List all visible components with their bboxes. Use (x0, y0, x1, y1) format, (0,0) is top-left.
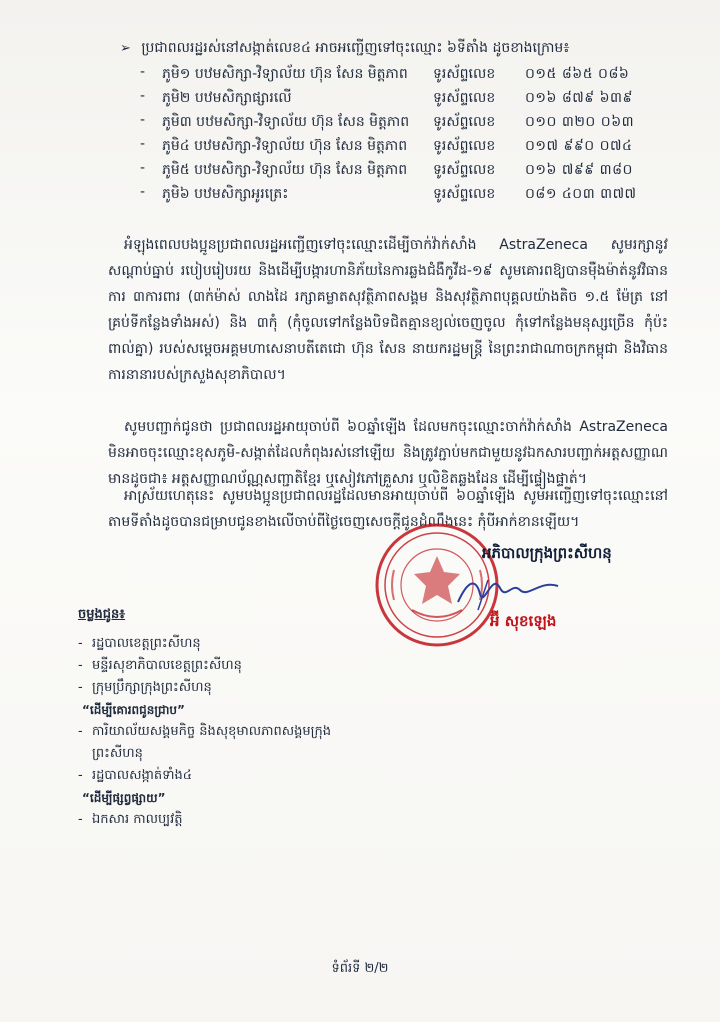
paragraph-text: អំឡុងពេលបងប្អូនប្រជាពលរដ្ឋអញ្ជើញទៅចុះឈ្មោះដើម្បីចាក់វ៉ាក់សាំង AstraZeneca សូមរក្សានូវសណ្តាប់ធ្នាប់ របៀបរៀបរយ និងដើម្បីបង្ការហានិភ័យនៃការឆ្លងជំងឺកូវីដ-១៩ សូមគោរពឱ្យបានម៉ឺងម៉ាត់នូវវិធានការ ៣ការពារ (៣ក់ម៉ាស់ លាងដៃ រក្សាគម្លាតសុវត្ថិភាពសង្គម និងសុវត្ថិភាពបុគ្គលយ៉ាងតិច ១.៥ ម៉ែត្រ នៅគ្រប់ទីកន្លែងទាំងអស់) និង ៣កុំ (កុំចូលទៅកន្លែងបិទជិតគ្មានខ្យល់ចេញចូល កុំទៅកន្លែងមនុស្សច្រើន កុំប៉ះពាល់គ្នា) របស់សម្តេចអគ្គមហាសេនាបតីតេជោ ហ៊ុន សែន នាយករដ្ឋមន្ត្រី នៃព្រះរាជាណាចក្រកម្ពុជា និងវិធានការនានារបស់ក្រសួងសុខាភិបាល។ (108, 237, 668, 383)
phone-label: ទូរស័ព្ទលេខ (433, 66, 496, 82)
recipient-text: មន្ទីរសុខាភិបាលខេត្តព្រះសីហនុ (92, 658, 242, 673)
list-dash: - (140, 112, 146, 128)
list-dash: - (140, 136, 146, 152)
list-dash: - (78, 768, 83, 783)
recipients-block (78, 606, 378, 831)
recipient-item (78, 677, 378, 699)
school-name: ភូមិ៣ បឋមសិក្សា-វិទ្យាល័យ ហ៊ុន សែន មិត្តភាព (162, 114, 410, 130)
phone-number: ០១០ ៣២០ ០៦៣ (525, 114, 635, 130)
recipients-heading: ចម្លងជូន៖ (78, 607, 125, 622)
school-name: ភូមិ៥ បឋមសិក្សា-វិទ្យាល័យ ហ៊ុន សែន មិត្តភាព (162, 162, 408, 178)
page-number: ទំព័រទី ២/២ (331, 961, 389, 976)
list-dash: - (78, 724, 83, 739)
school-row (140, 184, 680, 208)
recipient-item (78, 765, 378, 787)
recipient-item (78, 655, 378, 677)
school-row (140, 88, 680, 112)
recipient-text: រដ្ឋបាលសង្កាត់ទាំង៤ (92, 768, 192, 783)
school-name: ភូមិ៤ បឋមសិក្សា-វិទ្យាល័យ ហ៊ុន សែន មិត្តភាព (162, 138, 408, 154)
school-row (140, 64, 680, 88)
phone-number: ០១៥ ៨៦៥ ០៨៦ (525, 66, 630, 82)
school-name: ភូមិ៦ បឋមសិក្សាអូរត្រេះ (162, 186, 289, 202)
list-dash: - (140, 64, 146, 80)
school-row (140, 160, 680, 184)
list-dash: - (140, 184, 146, 200)
paragraph-registration-notice (108, 414, 668, 492)
list-dash: - (78, 658, 83, 673)
recipient-text: ការិយាល័យសង្គមកិច្ច និងសុខុមាលភាពសង្គមក្រុងព្រះសីហនុ (92, 724, 332, 761)
school-list (140, 64, 680, 208)
paragraph-text: សូមបញ្ជាក់ជូនថា ប្រជាពលរដ្ឋអាយុចាប់ពី ៦០ឆ្នាំឡើង ដែលមកចុះឈ្មោះចាក់វ៉ាក់សាំង AstraZeneca មិនអាចចុះឈ្មោះខុសភូមិ-សង្កាត់ដែលកំពុងរស់នៅឡើយ និងត្រូវភ្ជាប់មកជាមួយនូវឯកសារបញ្ជាក់អត្តសញ្ញាណ មានដូចជា៖ អត្តសញ្ញាណប័ណ្ណសញ្ជាតិខ្មែរ ឬសៀវភៅគ្រួសារ ឬលិខិតឆ្លងដែន ដើម្បីផ្ទៀងផ្ទាត់។ (108, 419, 668, 487)
school-row (140, 136, 680, 160)
recipient-item (78, 633, 378, 655)
list-dash: - (78, 636, 83, 651)
recipient-text: ឯកសារ កាលប្បវត្តិ (92, 812, 183, 827)
list-dash: - (78, 812, 83, 827)
paragraph-safety-measures (108, 232, 668, 388)
school-name: ភូមិ២ បឋមសិក្សាផ្សារលើ (162, 90, 292, 106)
recipient-text: ក្រុមប្រឹក្សាក្រុងព្រះសីហនុ (92, 680, 212, 695)
signatory-title: អភិបាលក្រុងព្រះសីហនុ (482, 544, 612, 562)
phone-label: ទូរស័ព្ទលេខ (433, 186, 496, 202)
handwritten-signature-icon (448, 560, 568, 620)
phone-label: ទូរស័ព្ទលេខ (433, 138, 496, 154)
recipient-item (78, 721, 378, 765)
phone-number: ០១៦ ៨៧៩ ៦៣៩ (525, 90, 633, 106)
intro-text: ប្រជាពលរដ្ឋរស់នៅសង្កាត់លេខ៤ អាចអញ្ជើញទៅចុះឈ្មោះ ៦ទីតាំង ដូចខាងក្រោម៖ (141, 40, 570, 56)
phone-number: ០១៦ ៧៩៩ ៣៨០ (525, 162, 633, 178)
phone-label: ទូរស័ព្ទលេខ (433, 90, 496, 106)
school-name: ភូមិ១ បឋមសិក្សា-វិទ្យាល័យ ហ៊ុន សែន មិត្តភាព (162, 66, 408, 82)
list-dash: - (140, 160, 146, 176)
phone-number: ០១៧ ៩៩០ ០៧៤ (525, 138, 633, 154)
intro-line (120, 38, 569, 59)
recipient-note: “ដើម្បីផ្សព្វផ្សាយ” (82, 791, 166, 805)
recipient-item (78, 809, 378, 831)
arrow-bullet-icon: ➢ (120, 41, 131, 56)
recipient-text: រដ្ឋបាលខេត្តព្រះសីហនុ (92, 636, 201, 651)
school-row (140, 112, 680, 136)
phone-number: ០៨១ ៤០៣ ៣៧៧ (525, 186, 637, 202)
signatory-name: អ៊ី សុខឡេង (490, 612, 557, 630)
paragraph-text: អាស្រ័យហេតុនេះ សូមបងប្អូនប្រជាពលរដ្ឋដែលមានអាយុចាប់ពី ៦០ឆ្នាំឡើង សូមអញ្ជើញទៅចុះឈ្មោះនៅតាមទីតាំងដូចបានជម្រាបជូនខាងលើចាប់ពីថ្ងៃចេញសេចក្តីជូនដំណឹងនេះ កុំបីអាក់ខានឡើយ។ (108, 488, 668, 530)
recipient-note: “ដើម្បីគោរពជូនជ្រាប” (82, 703, 185, 717)
list-dash: - (140, 88, 146, 104)
phone-label: ទូរស័ព្ទលេខ (433, 114, 496, 130)
phone-label: ទូរស័ព្ទលេខ (433, 162, 496, 178)
list-dash: - (78, 680, 83, 695)
